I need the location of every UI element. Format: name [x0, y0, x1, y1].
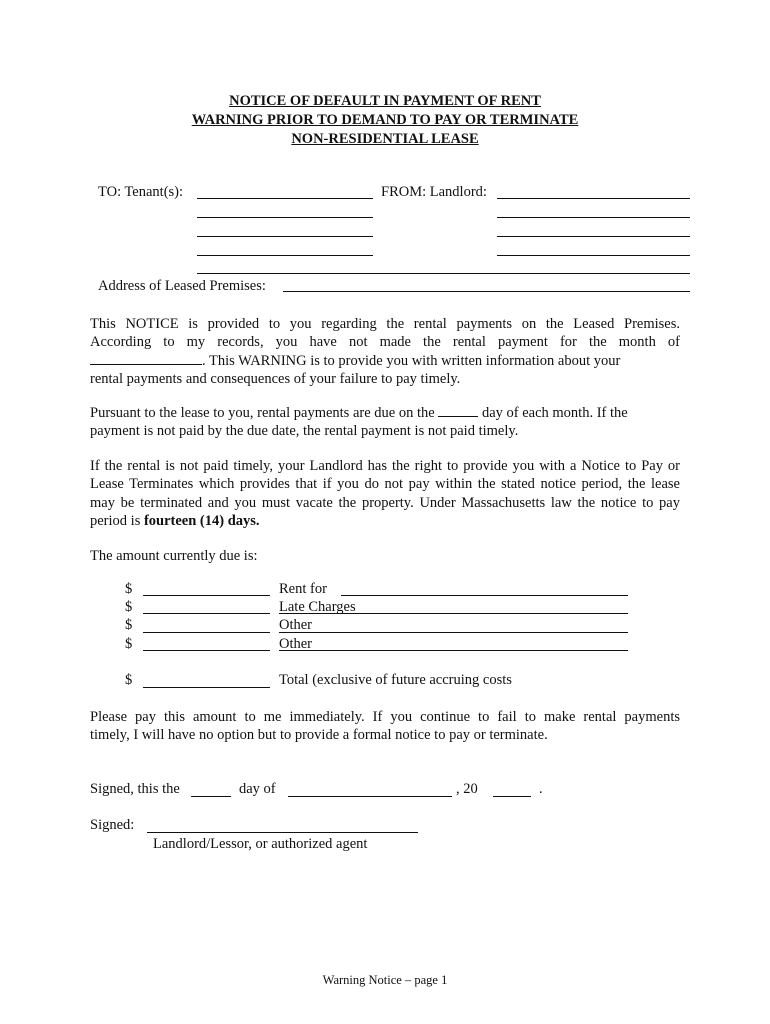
landlord-label: FROM: Landlord:	[381, 184, 487, 200]
payment-demand-paragraph	[90, 708, 680, 745]
landlord-name-line-2[interactable]	[497, 217, 690, 218]
page-footer: Warning Notice – page 1	[322, 973, 448, 987]
notice-line-4: rental payments and consequences of your failure to pay timely.	[90, 370, 461, 387]
title-line-3: NON-RESIDENTIAL LEASE	[291, 131, 479, 147]
signed-day-field[interactable]	[191, 796, 231, 797]
address-label: Address of Leased Premises:	[98, 278, 266, 294]
title-line-1: NOTICE OF DEFAULT IN PAYMENT OF RENT	[229, 93, 541, 109]
payment-demand-line-1: Please pay this amount to me immediately. If you continue to fail to make rental payments	[90, 709, 680, 725]
month-field[interactable]	[90, 352, 202, 365]
rights-paragraph	[90, 457, 680, 530]
notice-line-2: According to my records, you have not made the rental payment for the month of	[90, 334, 680, 351]
signed-month-field[interactable]	[288, 796, 452, 797]
amount-intro: The amount currently due is:	[90, 548, 258, 564]
landlord-name-line-1[interactable]	[497, 198, 690, 199]
signature-field[interactable]	[147, 832, 418, 833]
rent-for-field[interactable]	[341, 595, 628, 596]
other-label-2: Other	[279, 636, 313, 652]
tenant-label: TO: Tenant(s):	[98, 184, 184, 200]
due-date-line-2: payment is not paid by the due date, the rental payment is not paid timely.	[90, 423, 519, 440]
total-amount-field[interactable]	[143, 687, 270, 688]
landlord-name-line-4[interactable]	[497, 255, 690, 256]
currency-symbol: $	[125, 581, 133, 597]
signer-caption: Landlord/Lessor, or authorized agent	[153, 836, 368, 852]
landlord-name-line-3[interactable]	[497, 236, 690, 237]
other-field-1[interactable]	[279, 632, 628, 633]
year-prefix: , 20	[456, 781, 478, 797]
tenant-name-line-4[interactable]	[197, 255, 373, 256]
total-label: Total (exclusive of future accruing costs	[279, 672, 512, 688]
currency-symbol: $	[125, 617, 133, 633]
rent-amount-field[interactable]	[143, 595, 270, 596]
address-line-2[interactable]	[283, 291, 690, 292]
signed-this-label: Signed, this the	[90, 781, 180, 797]
notice-line-1: This NOTICE is provided to you regarding the rental payments on the Leased Premises.	[90, 316, 680, 332]
rights-line-4: period is fourteen (14) days.	[90, 512, 260, 529]
tenant-name-line-1[interactable]	[197, 198, 373, 199]
period: .	[539, 781, 543, 797]
signed-year-field[interactable]	[493, 796, 531, 797]
late-charges-field[interactable]	[279, 613, 628, 614]
late-charges-amount-field[interactable]	[143, 613, 270, 614]
rights-line-3: may be terminated and you must vacate the property. Under Massachusetts law the notice to pay	[90, 494, 680, 511]
other-field-2[interactable]	[279, 650, 628, 651]
other-label-1: Other	[279, 617, 313, 633]
payment-demand-line-2: timely, I will have no option but to provide a formal notice to pay or terminate.	[90, 727, 548, 744]
currency-symbol: $	[125, 636, 133, 652]
due-day-field[interactable]	[438, 404, 478, 417]
notice-period: fourteen (14) days.	[143, 512, 260, 529]
due-date-line-1: Pursuant to the lease to you, rental payments are due on the day of each month. If the	[90, 405, 628, 421]
tenant-name-line-3[interactable]	[197, 236, 373, 237]
other-amount-field-2[interactable]	[143, 650, 270, 651]
due-date-paragraph	[90, 404, 680, 441]
title-line-2: WARNING PRIOR TO DEMAND TO PAY OR TERMINATE	[191, 112, 579, 128]
rent-for-label: Rent for	[279, 581, 327, 597]
day-of-label: day of	[239, 781, 276, 797]
tenant-name-line-2[interactable]	[197, 217, 373, 218]
currency-symbol: $	[125, 672, 133, 688]
currency-symbol: $	[125, 599, 133, 615]
rights-line-2: Lease Terminates which provides that if you do not pay within the stated notice period, the lease	[90, 476, 680, 493]
notice-paragraph	[90, 315, 680, 388]
other-amount-field-1[interactable]	[143, 632, 270, 633]
address-line-1[interactable]	[197, 273, 690, 274]
late-charges-label: Late Charges	[279, 599, 356, 615]
rights-line-1: If the rental is not paid timely, your Landlord has the right to provide you with a Notice to Pay or	[90, 458, 680, 474]
signed-label: Signed:	[90, 817, 135, 833]
notice-line-3: . This WARNING is to provide you with written information about your	[90, 352, 680, 370]
